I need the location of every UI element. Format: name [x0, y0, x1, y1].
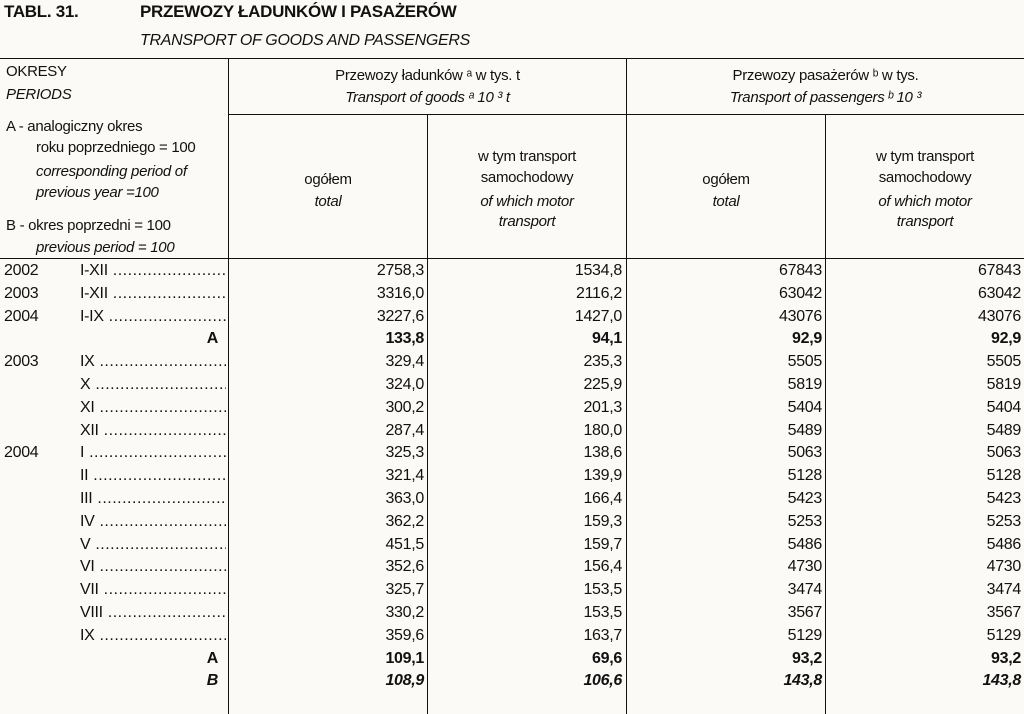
pass-motor-header-en2: transport: [896, 213, 954, 230]
passengers-total-cell: 5128: [787, 467, 822, 485]
period-cell: XI .....: [80, 397, 226, 420]
goods-motor-cell: 159,3: [583, 512, 622, 530]
period-cell: III .....: [80, 488, 226, 511]
passengers-total-cell: 3474: [787, 581, 822, 599]
passengers-motor-cell: 143,8: [982, 672, 1021, 690]
table-row: [0, 511, 1024, 534]
note-b-pl: B - okres poprzedni = 100: [6, 217, 171, 234]
year-cell: 2002: [4, 262, 39, 279]
passengers-total-cell: 143,8: [783, 672, 822, 690]
table-body: [0, 260, 1024, 693]
passengers-total-cell: 5423: [787, 489, 822, 507]
year-cell: 2004: [4, 444, 39, 462]
goods-motor-cell: 1427,0: [574, 307, 622, 325]
passengers-motor-cell: 5253: [986, 512, 1021, 530]
passengers-total-cell: 5129: [787, 626, 822, 644]
goods-header-en: Transport of goods ᵃ 10 ³ t: [345, 89, 510, 106]
passengers-motor-cell: 3567: [986, 603, 1021, 621]
periods-label-en: PERIODS: [6, 86, 72, 103]
goods-total-cell: 3227,6: [376, 307, 424, 325]
period-cell: IX .....: [80, 625, 226, 648]
goods-motor-cell: 94,1: [592, 330, 622, 348]
goods-motor-cell: 69,6: [592, 649, 622, 667]
passengers-motor-cell: 5505: [986, 353, 1021, 371]
goods-motor-cell: 139,9: [583, 467, 622, 485]
goods-total-cell: 325,3: [385, 444, 424, 462]
index-label-cell: A: [206, 330, 218, 348]
goods-motor-cell: 106,6: [583, 672, 622, 690]
goods-motor-cell: 201,3: [583, 398, 622, 416]
table-row: [0, 328, 1024, 351]
passengers-motor-cell: 43076: [978, 307, 1021, 325]
periods-label-pl: OKRESY: [6, 63, 67, 80]
passengers-total-cell: 67843: [779, 262, 822, 279]
passengers-total-cell: 5063: [787, 444, 822, 462]
passengers-motor-cell: 5063: [986, 444, 1021, 462]
goods-motor-cell: 156,4: [583, 558, 622, 576]
period-cell: II .....: [80, 465, 226, 488]
goods-motor-cell: 138,6: [583, 444, 622, 462]
passengers-motor-cell: 5489: [986, 421, 1021, 439]
pass-motor-header-pl2: samochodowy: [878, 169, 972, 186]
table-row: [0, 556, 1024, 579]
period-cell: XII .....: [80, 420, 226, 443]
table-row: [0, 374, 1024, 397]
pass-total-header-en: total: [712, 193, 740, 210]
table-row: [0, 579, 1024, 602]
table-title-english: TRANSPORT OF GOODS AND PASSENGERS: [140, 32, 471, 49]
passengers-motor-cell: 5129: [986, 626, 1021, 644]
goods-motor-cell: 163,7: [583, 626, 622, 644]
period-cell: VIII .....: [80, 602, 226, 625]
table-row: [0, 260, 1024, 283]
table-row: [0, 602, 1024, 625]
period-cell: I .....: [80, 442, 226, 465]
passengers-total-cell: 5253: [787, 512, 822, 530]
goods-motor-cell: 180,0: [583, 421, 622, 439]
goods-total-cell: 330,2: [385, 603, 424, 621]
goods-motor-cell: 1534,8: [574, 262, 622, 279]
passengers-motor-cell: 3474: [986, 581, 1021, 599]
table-number: TABL. 31.: [4, 2, 79, 21]
table-row: [0, 420, 1024, 443]
passengers-header-en: Transport of passengers ᵇ 10 ³: [729, 89, 922, 106]
period-cell: I-IX .....: [80, 306, 226, 329]
goods-total-header-en: total: [314, 193, 342, 210]
passengers-motor-cell: 5819: [986, 375, 1021, 393]
pass-total-header-pl: ogółem: [702, 171, 750, 188]
goods-total-cell: 451,5: [385, 535, 424, 553]
goods-total-cell: 3316,0: [376, 284, 424, 302]
passengers-motor-cell: 67843: [978, 262, 1021, 279]
goods-motor-cell: 153,5: [583, 603, 622, 621]
goods-total-cell: 287,4: [385, 421, 424, 439]
goods-motor-header-pl2: samochodowy: [480, 169, 574, 186]
passengers-total-cell: 93,2: [792, 649, 822, 667]
goods-motor-header-en1: of which motor: [480, 193, 574, 210]
pass-motor-header-pl1: w tym transport: [875, 148, 975, 165]
header-top-rule: [0, 58, 1024, 59]
table-row: [0, 534, 1024, 557]
passengers-total-cell: 5505: [787, 353, 822, 371]
goods-total-cell: 321,4: [385, 467, 424, 485]
year-cell: 2003: [4, 353, 39, 371]
period-cell: I-XII .....: [80, 283, 226, 306]
goods-total-cell: 133,8: [385, 330, 424, 348]
goods-motor-cell: 166,4: [583, 489, 622, 507]
period-cell: I-XII .....: [80, 260, 226, 283]
passengers-total-cell: 43076: [779, 307, 822, 325]
goods-motor-cell: 153,5: [583, 581, 622, 599]
passengers-motor-cell: 5423: [986, 489, 1021, 507]
period-cell: IV .....: [80, 511, 226, 534]
goods-total-cell: 324,0: [385, 375, 424, 393]
note-a-pl-line1: A - analogiczny okres: [6, 118, 143, 135]
table-row: [0, 351, 1024, 374]
table-row: [0, 488, 1024, 511]
table-row: [0, 397, 1024, 420]
passengers-header-pl: Przewozy pasażerów ᵇ w tys.: [732, 67, 919, 84]
passengers-total-cell: 63042: [779, 284, 822, 302]
pass-motor-header-en1: of which motor: [878, 193, 972, 210]
goods-total-cell: 108,9: [385, 672, 424, 690]
index-label-cell: A: [206, 649, 218, 667]
passengers-total-cell: 4730: [787, 558, 822, 576]
passengers-total-cell: 5819: [787, 375, 822, 393]
table-row: [0, 465, 1024, 488]
period-cell: X .....: [80, 374, 226, 397]
goods-total-header-pl: ogółem: [304, 171, 352, 188]
goods-motor-cell: 2116,2: [576, 284, 622, 302]
note-a-en-line2: previous year =100: [36, 184, 159, 201]
table-title-polish: PRZEWOZY ŁADUNKÓW I PASAŻERÓW: [140, 2, 457, 21]
goods-motor-header-pl1: w tym transport: [477, 148, 577, 165]
passengers-total-cell: 5486: [787, 535, 822, 553]
goods-total-cell: 2758,3: [376, 262, 424, 279]
passengers-motor-cell: 92,9: [991, 330, 1021, 348]
passengers-motor-cell: 5486: [986, 535, 1021, 553]
goods-motor-cell: 235,3: [583, 353, 622, 371]
passengers-total-cell: 92,9: [792, 330, 822, 348]
goods-motor-cell: 159,7: [583, 535, 622, 553]
table-row: [0, 283, 1024, 306]
passengers-total-cell: 5404: [787, 398, 822, 416]
goods-total-cell: 362,2: [385, 512, 424, 530]
period-cell: VII .....: [80, 579, 226, 602]
passengers-motor-cell: 5404: [986, 398, 1021, 416]
note-b-en: previous period = 100: [36, 239, 175, 256]
goods-total-cell: 329,4: [385, 353, 424, 371]
year-cell: 2003: [4, 284, 39, 302]
goods-total-cell: 359,6: [385, 626, 424, 644]
passengers-total-cell: 5489: [787, 421, 822, 439]
table-row: [0, 670, 1024, 693]
goods-motor-header-en2: transport: [498, 213, 556, 230]
goods-total-cell: 300,2: [385, 398, 424, 416]
table-row: [0, 442, 1024, 465]
passengers-motor-cell: 63042: [978, 284, 1021, 302]
table-row: [0, 306, 1024, 329]
table-row: [0, 625, 1024, 648]
table-row: [0, 648, 1024, 671]
period-cell: IX .....: [80, 351, 226, 374]
note-a-pl-line2: roku poprzedniego = 100: [36, 139, 196, 156]
period-cell: V .....: [80, 534, 226, 557]
header-bottom-rule: [0, 258, 1024, 259]
passengers-motor-cell: 5128: [986, 467, 1021, 485]
goods-motor-cell: 225,9: [583, 375, 622, 393]
period-cell: VI .....: [80, 556, 226, 579]
goods-total-cell: 109,1: [385, 649, 424, 667]
passengers-motor-cell: 4730: [986, 558, 1021, 576]
passengers-motor-cell: 93,2: [991, 649, 1021, 667]
passengers-total-cell: 3567: [787, 603, 822, 621]
goods-header-pl: Przewozy ładunków ᵃ w tys. t: [335, 67, 520, 84]
goods-total-cell: 363,0: [385, 489, 424, 507]
note-a-en-line1: corresponding period of: [36, 163, 187, 180]
year-cell: 2004: [4, 307, 39, 325]
goods-total-cell: 352,6: [385, 558, 424, 576]
goods-total-cell: 325,7: [385, 581, 424, 599]
index-label-cell: B: [206, 672, 218, 690]
